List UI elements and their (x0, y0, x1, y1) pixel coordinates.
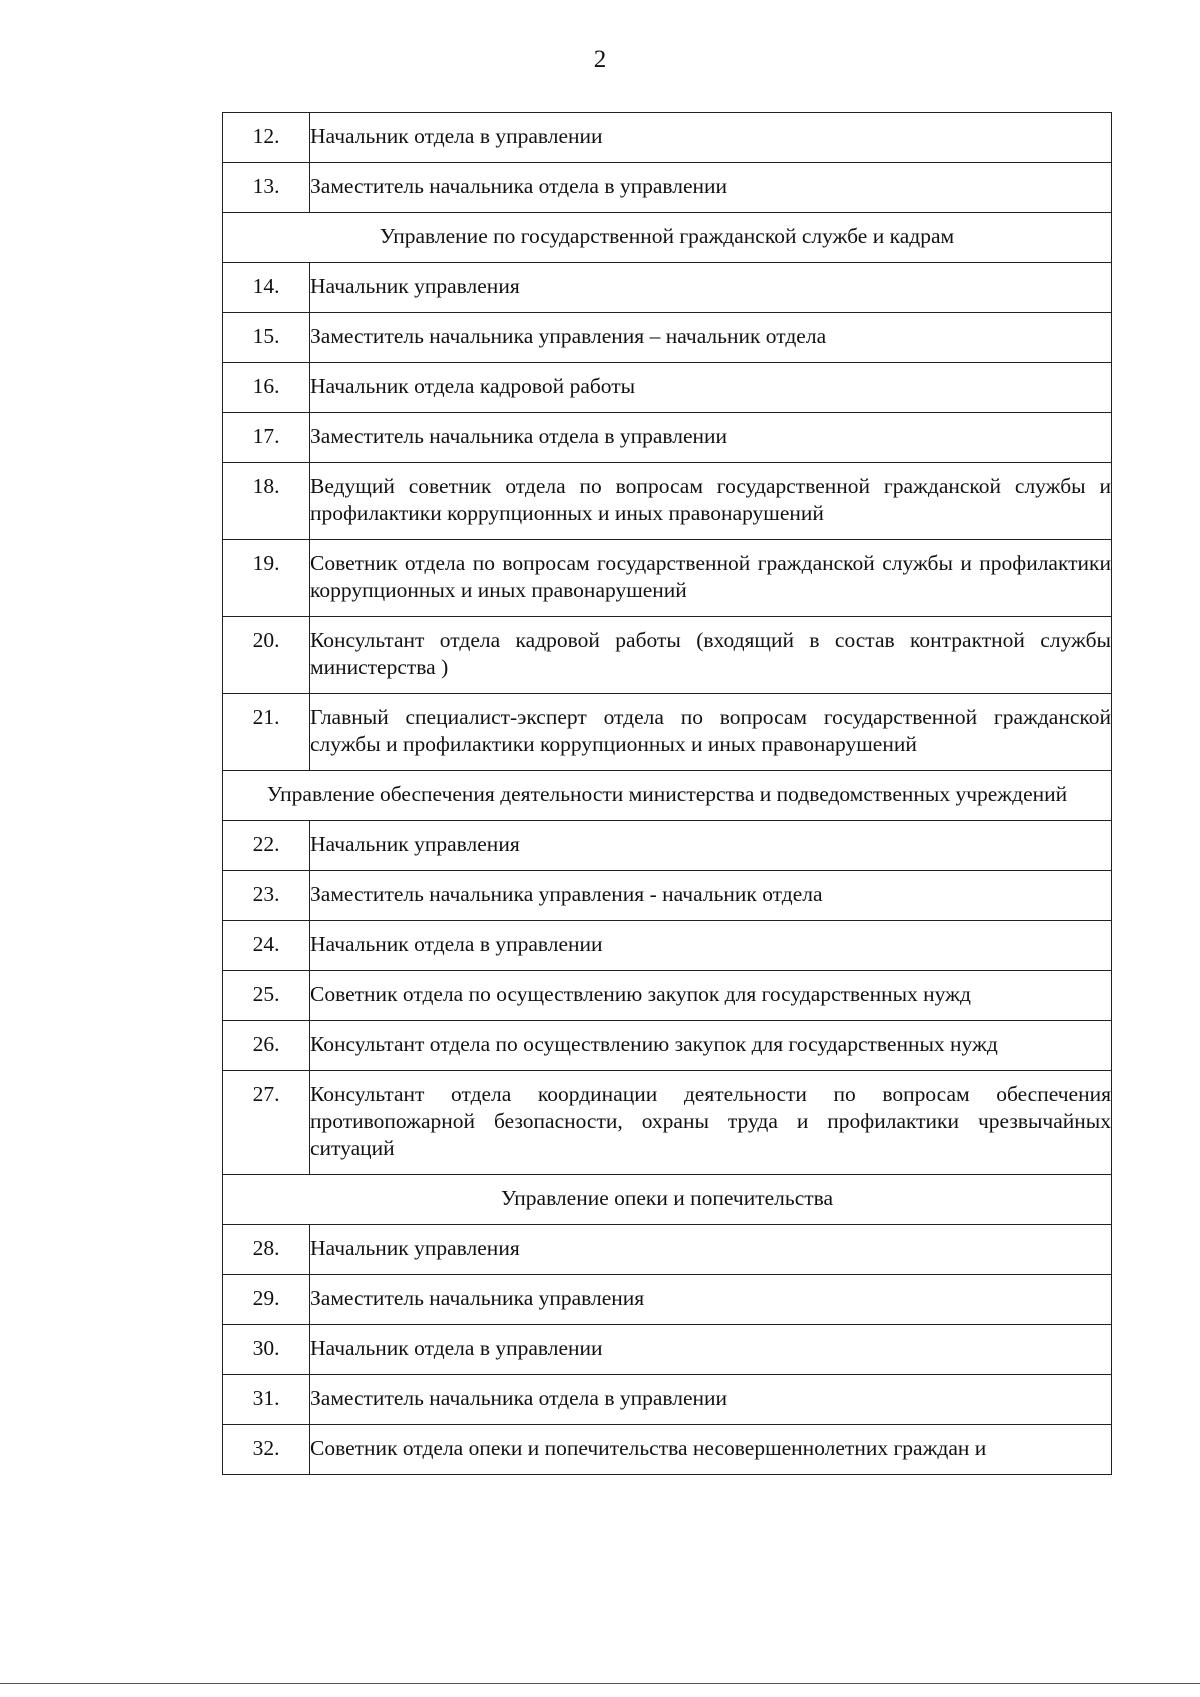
row-number: 12. (223, 113, 310, 163)
position-title: Консультант отдела кадровой работы (входящий в состав контрактной службы министерства ) (310, 617, 1112, 694)
bottom-rule (0, 1683, 1200, 1684)
table-row (223, 540, 1112, 617)
row-number: 32. (223, 1425, 310, 1475)
position-title: Начальник управления (310, 1225, 1112, 1275)
positions-table (222, 112, 1112, 1475)
table-row (223, 263, 1112, 313)
section-title: Управление по государственной гражданской службе и кадрам (223, 213, 1112, 263)
row-number: 31. (223, 1375, 310, 1425)
position-title: Консультант отдела координации деятельности по вопросам обеспечения противопожарной безопасности, охраны труда и профилактики чрезвычайных ситуаций (310, 1071, 1112, 1175)
section-header-row (223, 771, 1112, 821)
row-number: 14. (223, 263, 310, 313)
section-header-row (223, 213, 1112, 263)
position-title: Заместитель начальника отдела в управлении (310, 413, 1112, 463)
table-row (223, 1275, 1112, 1325)
row-number: 21. (223, 694, 310, 771)
row-number: 19. (223, 540, 310, 617)
row-number: 26. (223, 1021, 310, 1071)
position-title: Заместитель начальника управления - начальник отдела (310, 871, 1112, 921)
position-title: Начальник управления (310, 821, 1112, 871)
position-title: Заместитель начальника управления – начальник отдела (310, 313, 1112, 363)
table-row (223, 1425, 1112, 1475)
position-title: Консультант отдела по осуществлению закупок для государственных нужд (310, 1021, 1112, 1071)
position-title: Заместитель начальника управления (310, 1275, 1112, 1325)
table-row (223, 871, 1112, 921)
row-number: 17. (223, 413, 310, 463)
position-title: Ведущий советник отдела по вопросам государственной гражданской службы и профилактики коррупционных и иных правонарушений (310, 463, 1112, 540)
row-number: 23. (223, 871, 310, 921)
table-row (223, 363, 1112, 413)
page-number: 2 (593, 46, 607, 73)
table-row (223, 313, 1112, 363)
position-title: Советник отдела по осуществлению закупок для государственных нужд (310, 971, 1112, 1021)
table-row (223, 1325, 1112, 1375)
table-row (223, 413, 1112, 463)
row-number: 13. (223, 163, 310, 213)
section-header-row (223, 1175, 1112, 1225)
row-number: 15. (223, 313, 310, 363)
row-number: 25. (223, 971, 310, 1021)
table-row (223, 921, 1112, 971)
position-title: Начальник отдела в управлении (310, 1325, 1112, 1375)
row-number: 18. (223, 463, 310, 540)
section-title: Управление обеспечения деятельности министерства и подведомственных учреждений (223, 771, 1112, 821)
positions-table-body (223, 113, 1112, 1475)
position-title: Начальник отдела кадровой работы (310, 363, 1112, 413)
position-title: Начальник управления (310, 263, 1112, 313)
position-title: Заместитель начальника отдела в управлении (310, 163, 1112, 213)
table-row (223, 694, 1112, 771)
row-number: 16. (223, 363, 310, 413)
row-number: 27. (223, 1071, 310, 1175)
table-row (223, 617, 1112, 694)
position-title: Начальник отдела в управлении (310, 921, 1112, 971)
position-title: Заместитель начальника отдела в управлении (310, 1375, 1112, 1425)
row-number: 24. (223, 921, 310, 971)
table-row (223, 1225, 1112, 1275)
table-row (223, 163, 1112, 213)
table-row (223, 1375, 1112, 1425)
position-title: Советник отдела по вопросам государственной гражданской службы и профилактики коррупционных и иных правонарушений (310, 540, 1112, 617)
table-row (223, 113, 1112, 163)
table-row (223, 821, 1112, 871)
position-title: Главный специалист-эксперт отдела по вопросам государственной гражданской службы и профилактики коррупционных и иных правонарушений (310, 694, 1112, 771)
section-title: Управление опеки и попечительства (223, 1175, 1112, 1225)
row-number: 28. (223, 1225, 310, 1275)
table-row (223, 971, 1112, 1021)
row-number: 29. (223, 1275, 310, 1325)
row-number: 22. (223, 821, 310, 871)
position-title: Начальник отдела в управлении (310, 113, 1112, 163)
position-title: Советник отдела опеки и попечительства несовершеннолетних граждан и (310, 1425, 1112, 1475)
table-row (223, 1021, 1112, 1071)
table-row (223, 463, 1112, 540)
table-row (223, 1071, 1112, 1175)
row-number: 20. (223, 617, 310, 694)
row-number: 30. (223, 1325, 310, 1375)
